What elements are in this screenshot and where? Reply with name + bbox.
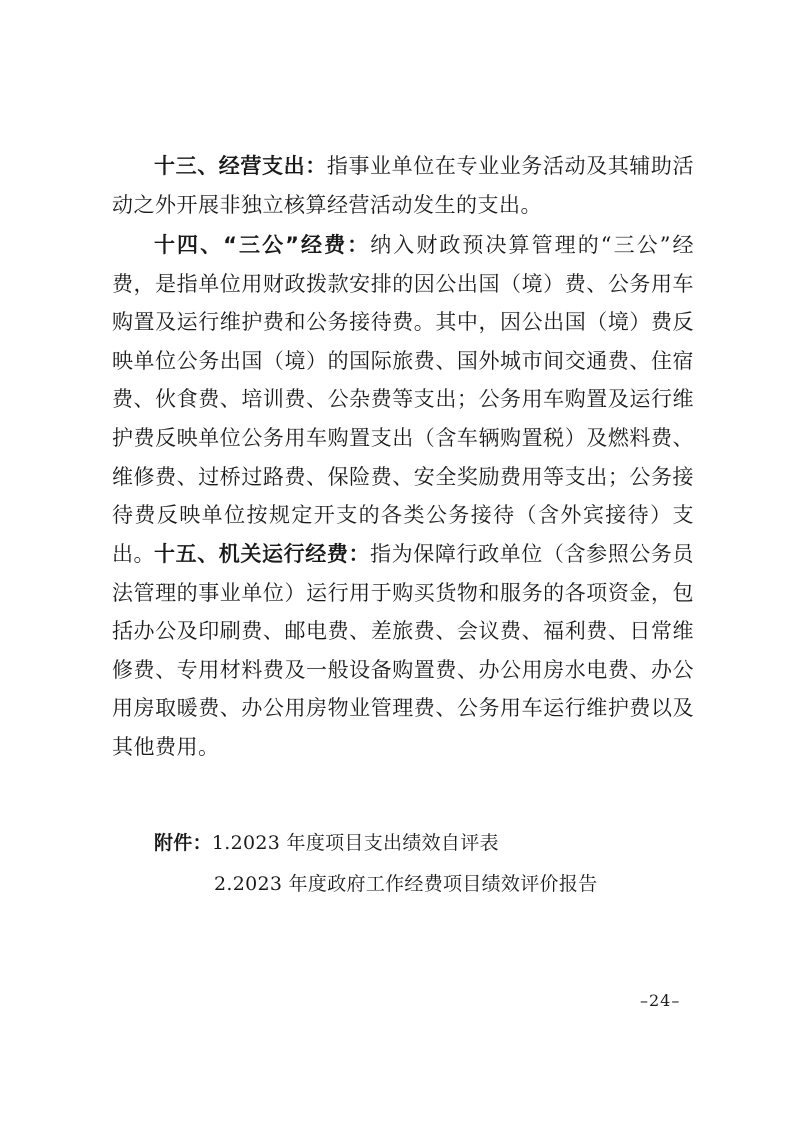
section-term: 十三、经营支出	[154, 154, 306, 178]
attachment-line-1	[154, 828, 499, 858]
section-term: 十四、“三公”经费	[154, 233, 348, 257]
section-term: 十五、机关运行经费	[154, 542, 349, 566]
attachment-item: 1.2023 年度项目支出绩效自评表	[211, 832, 499, 854]
attachment-item: 2.2023 年度政府工作经费项目绩效评价报告	[214, 873, 598, 895]
section-agency-operating-funds	[112, 535, 694, 767]
attachment-label: 附件：	[154, 832, 212, 854]
section-text: 指事业单位在专业业务活动及其辅助活动之外开展非独立核算经营活动发生的支出。	[112, 154, 695, 217]
section-text: 指为保障行政单位（含参照公务员法管理的事业单位）运行用于购买货物和服务的各项资金，包括办公及印刷费、邮电费、差旅费、会议费、福利费、日常维修费、专用材料费及一般设备购置费、办公用房水电费、办公用房取暖费、办公用房物业管理费、公务用车运行维护费以及其他费用。	[112, 542, 695, 759]
attachment-line-2	[214, 869, 597, 899]
section-separator: ：	[347, 233, 371, 257]
section-operating-expenses	[112, 147, 694, 224]
section-separator: ：	[305, 154, 327, 178]
section-text: 纳入财政预决算管理的“三公”经费，是指单位用财政拨款安排的因公出国（境）费、公务用车购置及运行维护费和公务接待费。其中，因公出国（境）费反映单位公务出国（境）的国际旅费、国外城市间交通费、住宿费、伙食费、培训费、公杂费等支出；公务用车购置及运行维护费反映单位公务用车购置支出（含车辆购置税）及燃料费、维修费、过桥过路费、保险费、安全奖励费用等支出；公务接待费反映单位按规定开支的各类公务接待（含外宾接待）支出。	[112, 233, 694, 566]
section-three-public-expenses	[112, 226, 694, 573]
page-number: –24–	[640, 991, 681, 1010]
section-separator: ：	[348, 542, 371, 566]
